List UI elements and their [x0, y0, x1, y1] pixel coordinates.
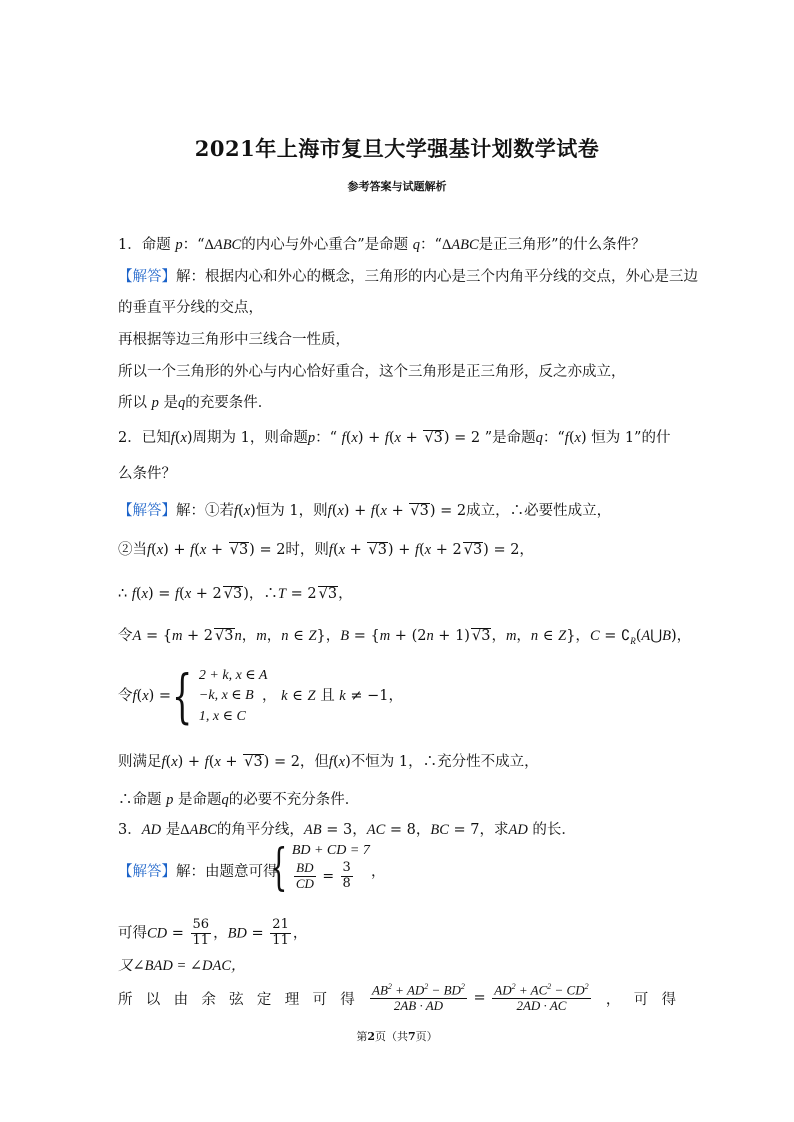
q2-answer-line-3: ∴ f(x) = f(x + 2 √3)，∴T = 2 √3，	[118, 586, 353, 602]
piecewise-function: { 2 + k, x ∈ A −k, x ∈ B 1, x ∈ C	[172, 662, 268, 731]
q2-answer-line-4: 令A = {m + 2 √3n，m，n ∈ Z}，B = {m + (2n + 1) √3，m，n ∈ Z}，$C = ∁_R(A⋃B)$，	[118, 628, 692, 646]
q3-answer-line-2: 可得CD = $\frac{56}{11}$ ，BD = $\frac{21}{11}$ ，	[118, 917, 308, 948]
page-footer: 第2页（共7页）	[356, 1030, 438, 1043]
q1-answer-line-5: 所以 p 是q的充要条件．	[118, 395, 273, 411]
q2-answer-line-6: 则满足f(x) + f(x + √3) = 2，但f(x)不恒为 1，∴充分性不成立，	[118, 754, 539, 770]
q2-stem-line-2: 么条件？	[118, 466, 176, 482]
q2-answer-line-5: 令f(x) =	[118, 688, 172, 704]
q3-answer-line-1: 【解答】解：由题意可得	[118, 864, 278, 880]
q2-answer-line-5-tail: ， k ∈ Z 且 k ≠ −1，	[262, 688, 403, 704]
page-title: 2021年上海市复旦大学强基计划数学试卷	[194, 136, 600, 161]
q3-answer-line-4: 所 以 由 余 弦 定 理 可 得 $\frac{AB^2 + AD^2 - BD^2}{2AB \cdot AD}$ = $\frac{AD^2 + AC^2 - CD^2}{2AD \cdot AC}$ ， 可 得	[118, 982, 676, 1014]
q2-stem-line-1: 2．已知f(x)周期为 1，则命题p：“ f(x) + f(x + √3) = 2 ”是命题q：“f(x) 恒为 1”的什	[118, 430, 671, 446]
q2-answer-line-1: 【解答】解：①若f(x)恒为 1，则f(x) + f(x + √3) = 2成立，∴必要性成立，	[118, 503, 612, 519]
equation-system: { BD + CD = 7 $\frac{BD}{CD}$ = $\frac{3}{8}$	[270, 838, 370, 896]
answer-tag: 【解答】	[118, 269, 176, 285]
q1-answer-line-3: 再根据等边三角形中三线合一性质，	[118, 332, 350, 348]
q3-stem: 3．AD 是ΔABC的角平分线，AB = 3，AC = 8，BC = 7，求AD 的长．	[118, 822, 576, 838]
q2-answer-line-7: ∴命题 p 是命题q的必要不充分条件．	[118, 792, 360, 808]
q1-stem: 1．命题 p：“ΔABC的内心与外心重合”是命题 q：“ΔABC是正三角形”的什么条件？	[118, 237, 646, 253]
law-of-cosines-equation: $\frac{AB^2 + AD^2 - BD^2}{2AB \cdot AD}$ = $\frac{AD^2 + AC^2 - CD^2}{2AD \cdot AC}$	[372, 982, 589, 1014]
q3-answer-line-3: 又∠BAD = ∠DAC，	[118, 958, 246, 974]
q1-answer-line-4: 所以一个三角形的外心与内心恰好重合，这个三角形是正三角形，反之亦成立，	[118, 364, 626, 380]
q3-answer-line-1-tail: ，	[371, 864, 386, 880]
q1-answer-line-1: 【解答】解：根据内心和外心的概念，三角形的内心是三个内角平分线的交点，外心是三边	[118, 269, 698, 285]
q1-answer-line-2: 的垂直平分线的交点，	[118, 300, 263, 316]
page-subtitle: 参考答案与试题解析	[347, 180, 447, 193]
q2-answer-line-2: ②当f(x) + f(x + √3) = 2时，则f(x + √3) + f(x + 2 √3) = 2，	[118, 542, 534, 558]
